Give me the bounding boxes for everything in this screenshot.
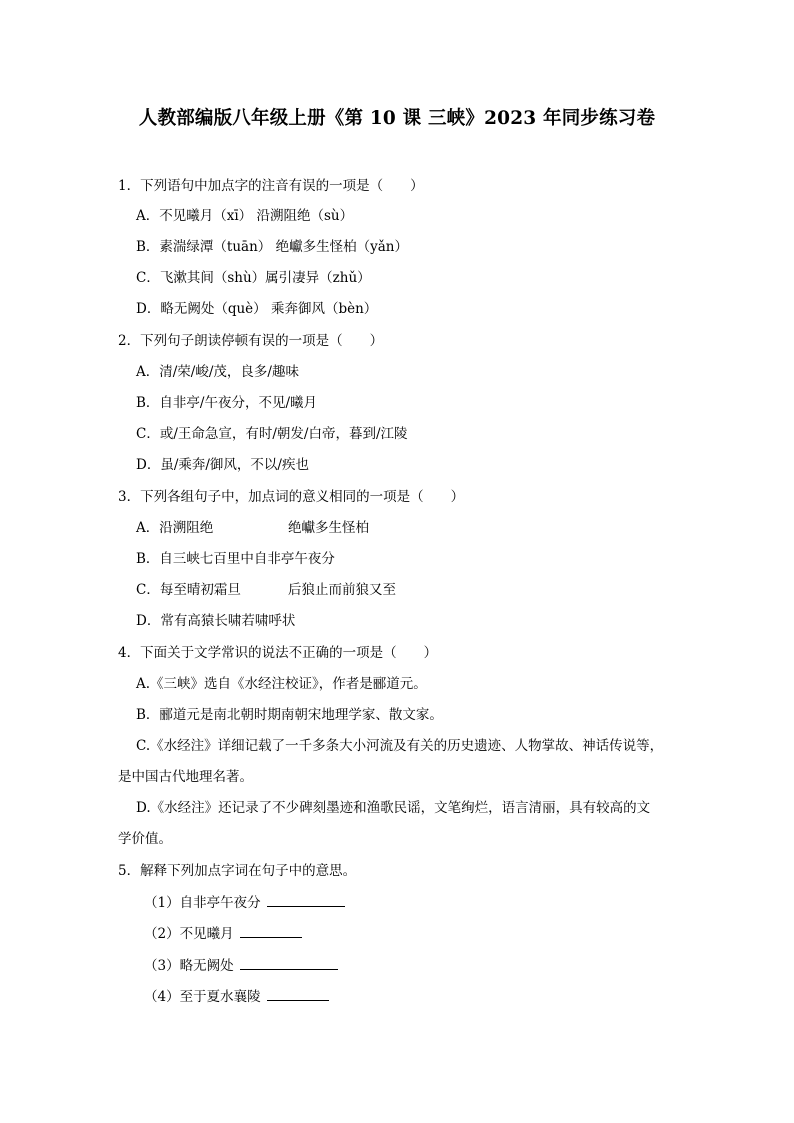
question-3-option-c (136, 580, 396, 600)
page-title: 人教部编版八年级上册《第 10 课 三峡》2023 年同步练习卷 (138, 108, 656, 129)
question-5-item-3-text: （3）略无阙处 (144, 958, 234, 974)
question-1-option-a: A．不见曦月（xī） 沿溯阻绝（sù） (136, 208, 354, 224)
question-2-option-a: A．清/荣/峻/茂，良多/趣味 (136, 364, 299, 380)
question-2-option-b: B．自非亭/午夜分，不见/曦月 (136, 395, 318, 411)
question-2-stem: 2．下列句子朗读停顿有误的一项是（ ） (118, 333, 384, 349)
question-1-option-c: C．飞漱其间（shù）属引凄异（zhǔ） (136, 270, 371, 286)
question-3-option-b: B．自三峡七百里中自非亭午夜分 (136, 551, 335, 567)
question-3-option-a (136, 518, 369, 538)
question-5-item-4 (144, 986, 329, 1007)
question-3-option-a-part2: 绝巘多生怪柏 (288, 520, 369, 536)
question-2-option-c: C．或/王命急宣，有时/朝发/白帝，暮到/江陵 (136, 426, 408, 442)
question-5-item-2 (144, 923, 302, 944)
question-4-option-c-line2: 是中国古代地理名著。 (118, 769, 253, 785)
question-5-item-1-text: （1）自非亭午夜分 (144, 895, 261, 911)
question-4-option-a: A.《三峡》选自《水经注校证》，作者是郦道元。 (136, 676, 427, 692)
question-4-stem: 4．下面关于文学常识的说法不正确的一项是（ ） (118, 645, 438, 661)
question-5-stem: 5．解释下列加点字词在句子中的意思。 (118, 863, 357, 879)
question-4-option-b: B．郦道元是南北朝时期南朝宋地理学家、散文家。 (136, 707, 443, 723)
question-5-item-3 (144, 955, 338, 976)
question-1-option-b: B．素湍绿潭（tuān） 绝巘多生怪柏（yǎn） (136, 239, 408, 255)
question-5-item-2-text: （2）不见曦月 (144, 926, 234, 942)
question-4-option-c-line1: C.《水经注》详细记载了一千多条大小河流及有关的历史遗迹、人物掌故、神话传说等， (136, 738, 664, 754)
question-3-option-d: D．常有高猿长啸若啸呼状 (136, 613, 296, 629)
answer-blank-2[interactable] (240, 923, 302, 938)
question-2-option-d: D．虽/乘奔/御风，不以/疾也 (136, 457, 309, 473)
question-4-option-d-line1: D.《水经注》还记录了不少碑刻墨迹和渔歌民谣，文笔绚烂，语言清丽，具有较高的文 (136, 800, 651, 816)
question-4-option-d-line2: 学价值。 (118, 831, 172, 847)
question-1-option-d: D．略无阙处（què） 乘奔御风（bèn） (136, 301, 378, 317)
question-5-item-4-text: （4）至于夏水襄陵 (144, 989, 261, 1005)
question-3-option-c-part2: 后狼止而前狼又至 (288, 582, 396, 598)
question-1-stem: 1．下列语句中加点字的注音有误的一项是（ ） (118, 178, 424, 194)
question-3-stem: 3．下列各组句子中，加点词的意义相同的一项是（ ） (118, 489, 465, 505)
answer-blank-1[interactable] (267, 892, 345, 907)
question-3-option-c-part1: C．每至晴初霜旦 (136, 582, 241, 598)
question-3-option-a-part1: A．沿溯阻绝 (136, 520, 214, 536)
question-5-item-1 (144, 892, 345, 913)
answer-blank-4[interactable] (267, 986, 329, 1001)
answer-blank-3[interactable] (240, 955, 338, 970)
